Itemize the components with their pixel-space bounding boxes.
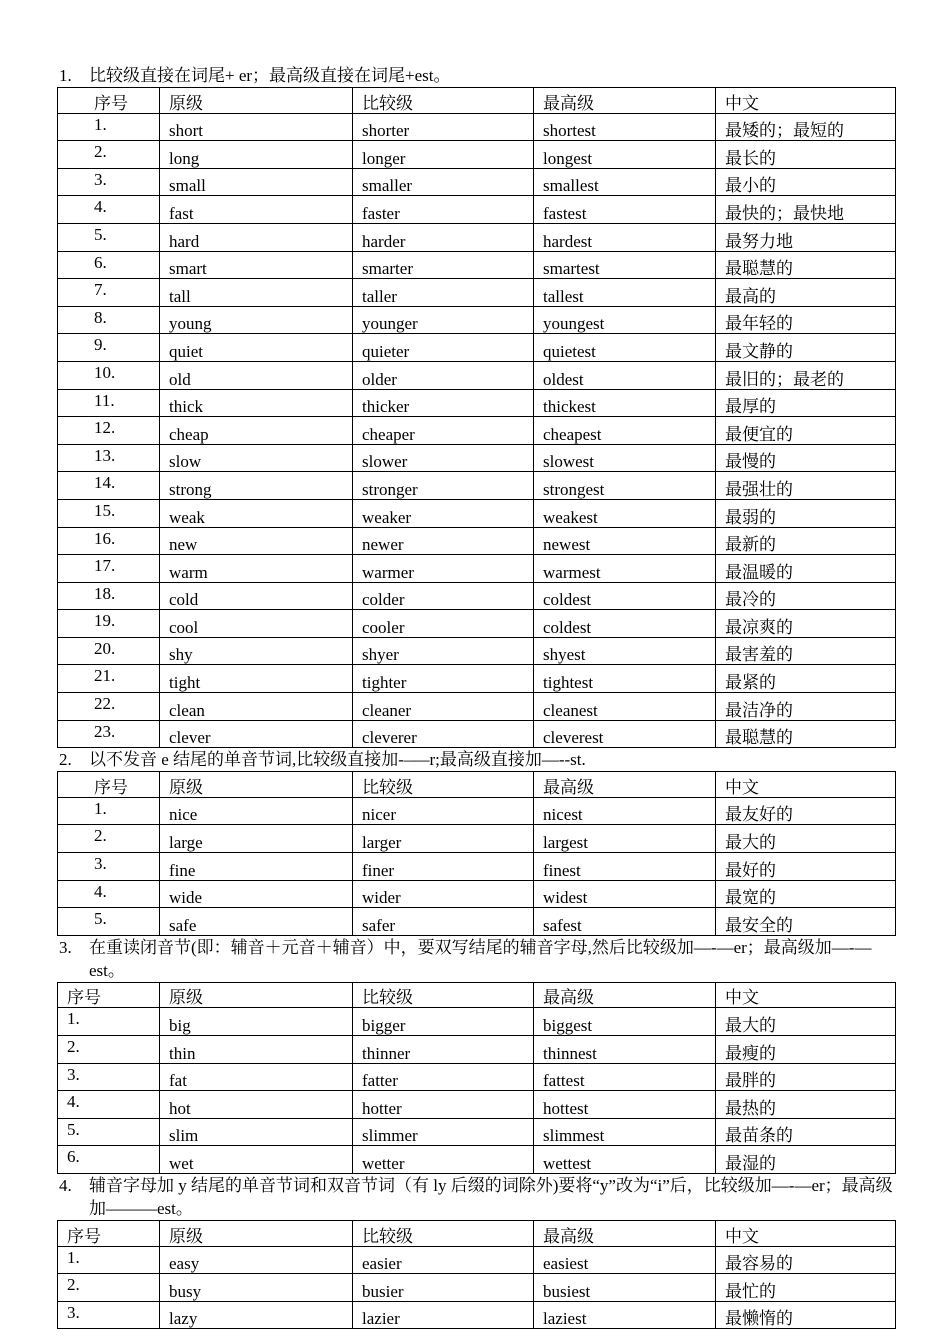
cell-chinese: 最湿的 [716, 1146, 896, 1174]
table-row [58, 168, 896, 196]
cell-positive: fat [160, 1063, 353, 1091]
cell-superlative: newest [534, 527, 716, 555]
cell-superlative: thinnest [534, 1036, 716, 1064]
table-row [58, 251, 896, 279]
cell-chinese: 最文静的 [716, 334, 896, 362]
table-row [58, 1301, 896, 1329]
cell-chinese: 最友好的 [716, 797, 896, 825]
cell-chinese: 最聪慧的 [716, 251, 896, 279]
cell-chinese: 最害羞的 [716, 637, 896, 665]
table-row [58, 113, 896, 141]
cell-comparative: newer [353, 527, 534, 555]
comparison-table-1 [57, 87, 896, 748]
cell-positive: thin [160, 1036, 353, 1064]
section-heading-text: 比较级直接在词尾+ er；最高级直接在词尾+est。 [89, 66, 451, 85]
cell-superlative: weakest [534, 499, 716, 527]
cell-positive: small [160, 168, 353, 196]
cell-index: 1. [58, 797, 160, 825]
cell-positive: smart [160, 251, 353, 279]
column-header: 中文 [716, 1220, 896, 1246]
cell-index: 15. [58, 499, 160, 527]
cell-chinese: 最好的 [716, 853, 896, 881]
cell-comparative: taller [353, 279, 534, 307]
column-header: 序号 [58, 982, 160, 1008]
cell-chinese: 最苗条的 [716, 1118, 896, 1146]
cell-positive: easy [160, 1246, 353, 1274]
cell-index: 6. [58, 251, 160, 279]
column-header: 序号 [58, 772, 160, 798]
cell-chinese: 最聪慧的 [716, 720, 896, 748]
cell-index: 22. [58, 693, 160, 721]
cell-superlative: oldest [534, 361, 716, 389]
cell-superlative: tightest [534, 665, 716, 693]
section-heading-text: 以不发音 e 结尾的单音节词,比较级直接加-–—r;最高级直接加—--st. [89, 750, 586, 770]
cell-comparative: warmer [353, 555, 534, 583]
cell-index: 17. [58, 555, 160, 583]
cell-index: 7. [58, 279, 160, 307]
cell-superlative: biggest [534, 1008, 716, 1036]
cell-index: 11. [58, 389, 160, 417]
cell-chinese: 最宽的 [716, 880, 896, 908]
cell-chinese: 最慢的 [716, 444, 896, 472]
cell-comparative: quieter [353, 334, 534, 362]
cell-comparative: lazier [353, 1301, 534, 1329]
table-row [58, 1036, 896, 1064]
cell-positive: safe [160, 908, 353, 936]
cell-index: 12. [58, 417, 160, 445]
cell-chinese: 最弱的 [716, 499, 896, 527]
cell-positive: wet [160, 1146, 353, 1174]
cell-positive: thick [160, 389, 353, 417]
cell-index: 1. [58, 1246, 160, 1274]
cell-comparative: colder [353, 582, 534, 610]
cell-superlative: fastest [534, 196, 716, 224]
cell-chinese: 最新的 [716, 527, 896, 555]
table-row [58, 853, 896, 881]
cell-comparative: smarter [353, 251, 534, 279]
cell-superlative: shortest [534, 113, 716, 141]
table-row [58, 306, 896, 334]
cell-chinese: 最小的 [716, 168, 896, 196]
cell-positive: fast [160, 196, 353, 224]
cell-chinese: 最忙的 [716, 1274, 896, 1302]
cell-superlative: widest [534, 880, 716, 908]
cell-superlative: slimmest [534, 1118, 716, 1146]
cell-index: 18. [58, 582, 160, 610]
cell-chinese: 最大的 [716, 1008, 896, 1036]
cell-comparative: faster [353, 196, 534, 224]
cell-comparative: weaker [353, 499, 534, 527]
section-number: 3. [59, 937, 72, 957]
cell-comparative: wetter [353, 1146, 534, 1174]
cell-comparative: slimmer [353, 1118, 534, 1146]
cell-index: 3. [58, 853, 160, 881]
cell-chinese: 最长的 [716, 141, 896, 169]
cell-superlative: wettest [534, 1146, 716, 1174]
cell-positive: cheap [160, 417, 353, 445]
table-header-row [58, 1220, 896, 1246]
column-header: 序号 [58, 88, 160, 114]
cell-positive: strong [160, 472, 353, 500]
cell-superlative: coldest [534, 582, 716, 610]
cell-chinese: 最温暖的 [716, 555, 896, 583]
cell-superlative: cleanest [534, 693, 716, 721]
cell-comparative: busier [353, 1274, 534, 1302]
table-row [58, 472, 896, 500]
table-row [58, 499, 896, 527]
cell-chinese: 最快的；最快地 [716, 196, 896, 224]
table-row [58, 196, 896, 224]
cell-index: 8. [58, 306, 160, 334]
table-header-row [58, 982, 896, 1008]
cell-positive: shy [160, 637, 353, 665]
table-row [58, 797, 896, 825]
cell-superlative: busiest [534, 1274, 716, 1302]
table-row [58, 825, 896, 853]
cell-superlative: tallest [534, 279, 716, 307]
cell-positive: cold [160, 582, 353, 610]
table-row [58, 637, 896, 665]
cell-index: 5. [58, 1118, 160, 1146]
cell-chinese: 最凉爽的 [716, 610, 896, 638]
cell-positive: nice [160, 797, 353, 825]
column-header: 比较级 [353, 772, 534, 798]
section-heading-1 [57, 64, 895, 87]
column-header: 最高级 [534, 982, 716, 1008]
cell-positive: slow [160, 444, 353, 472]
cell-positive: warm [160, 555, 353, 583]
table-row [58, 555, 896, 583]
cell-superlative: laziest [534, 1301, 716, 1329]
cell-comparative: larger [353, 825, 534, 853]
column-header: 原级 [160, 1220, 353, 1246]
cell-index: 2. [58, 1274, 160, 1302]
table-row [58, 1063, 896, 1091]
cell-positive: busy [160, 1274, 353, 1302]
cell-superlative: safest [534, 908, 716, 936]
cell-comparative: cheaper [353, 417, 534, 445]
cell-index: 6. [58, 1146, 160, 1174]
table-row [58, 1008, 896, 1036]
table-row [58, 1274, 896, 1302]
cell-positive: hot [160, 1091, 353, 1119]
cell-comparative: safer [353, 908, 534, 936]
cell-superlative: strongest [534, 472, 716, 500]
cell-superlative: coldest [534, 610, 716, 638]
cell-positive: hard [160, 223, 353, 251]
cell-comparative: smaller [353, 168, 534, 196]
column-header: 原级 [160, 88, 353, 114]
cell-superlative: nicest [534, 797, 716, 825]
table-row [58, 1091, 896, 1119]
cell-chinese: 最强壮的 [716, 472, 896, 500]
section-number: 1. [59, 66, 72, 85]
cell-comparative: cleverer [353, 720, 534, 748]
cell-positive: clean [160, 693, 353, 721]
document-body [57, 64, 895, 1329]
cell-index: 16. [58, 527, 160, 555]
cell-superlative: fattest [534, 1063, 716, 1091]
cell-positive: long [160, 141, 353, 169]
cell-positive: short [160, 113, 353, 141]
cell-comparative: cooler [353, 610, 534, 638]
cell-superlative: longest [534, 141, 716, 169]
cell-index: 13. [58, 444, 160, 472]
cell-chinese: 最懒惰的 [716, 1301, 896, 1329]
table-row [58, 665, 896, 693]
cell-positive: clever [160, 720, 353, 748]
cell-comparative: fatter [353, 1063, 534, 1091]
cell-positive: cool [160, 610, 353, 638]
cell-index: 5. [58, 223, 160, 251]
section-number: 4. [59, 1175, 72, 1195]
cell-index: 10. [58, 361, 160, 389]
comparison-table-3 [57, 982, 896, 1174]
cell-chinese: 最年轻的 [716, 306, 896, 334]
cell-positive: weak [160, 499, 353, 527]
cell-chinese: 最容易的 [716, 1246, 896, 1274]
cell-comparative: bigger [353, 1008, 534, 1036]
cell-index: 19. [58, 610, 160, 638]
table-row [58, 720, 896, 748]
cell-index: 23. [58, 720, 160, 748]
cell-comparative: shorter [353, 113, 534, 141]
cell-chinese: 最胖的 [716, 1063, 896, 1091]
cell-index: 3. [58, 168, 160, 196]
cell-positive: new [160, 527, 353, 555]
table-header-row [58, 88, 896, 114]
cell-superlative: shyest [534, 637, 716, 665]
section-heading-2 [57, 748, 895, 771]
cell-index: 3. [58, 1063, 160, 1091]
cell-positive: fine [160, 853, 353, 881]
cell-superlative: cleverest [534, 720, 716, 748]
cell-comparative: tighter [353, 665, 534, 693]
cell-chinese: 最努力地 [716, 223, 896, 251]
cell-superlative: youngest [534, 306, 716, 334]
cell-positive: large [160, 825, 353, 853]
cell-superlative: hottest [534, 1091, 716, 1119]
cell-comparative: cleaner [353, 693, 534, 721]
cell-chinese: 最洁净的 [716, 693, 896, 721]
cell-index: 4. [58, 196, 160, 224]
column-header: 最高级 [534, 88, 716, 114]
column-header: 中文 [716, 982, 896, 1008]
cell-index: 4. [58, 1091, 160, 1119]
table-row [58, 141, 896, 169]
cell-chinese: 最便宜的 [716, 417, 896, 445]
cell-superlative: thickest [534, 389, 716, 417]
section-heading-3 [57, 936, 895, 982]
cell-index: 4. [58, 880, 160, 908]
section-number: 2. [59, 750, 72, 770]
cell-comparative: wider [353, 880, 534, 908]
column-header: 比较级 [353, 1220, 534, 1246]
cell-chinese: 最矮的；最短的 [716, 113, 896, 141]
cell-index: 2. [58, 1036, 160, 1064]
table-row [58, 693, 896, 721]
table-row [58, 610, 896, 638]
cell-comparative: younger [353, 306, 534, 334]
table-row [58, 389, 896, 417]
cell-comparative: thicker [353, 389, 534, 417]
table-row [58, 223, 896, 251]
comparison-table-4 [57, 1220, 896, 1329]
cell-superlative: smallest [534, 168, 716, 196]
cell-superlative: slowest [534, 444, 716, 472]
table-row [58, 361, 896, 389]
cell-index: 1. [58, 1008, 160, 1036]
cell-positive: quiet [160, 334, 353, 362]
column-header: 中文 [716, 772, 896, 798]
cell-chinese: 最安全的 [716, 908, 896, 936]
cell-superlative: smartest [534, 251, 716, 279]
cell-chinese: 最紧的 [716, 665, 896, 693]
section-heading-4 [57, 1174, 895, 1220]
table-row [58, 1146, 896, 1174]
cell-positive: old [160, 361, 353, 389]
comparison-table-2 [57, 771, 896, 936]
table-row [58, 908, 896, 936]
cell-index: 5. [58, 908, 160, 936]
cell-comparative: stronger [353, 472, 534, 500]
cell-superlative: finest [534, 853, 716, 881]
cell-comparative: finer [353, 853, 534, 881]
cell-comparative: older [353, 361, 534, 389]
cell-index: 21. [58, 665, 160, 693]
cell-superlative: warmest [534, 555, 716, 583]
table-row [58, 527, 896, 555]
column-header: 比较级 [353, 982, 534, 1008]
column-header: 序号 [58, 1220, 160, 1246]
cell-positive: big [160, 1008, 353, 1036]
table-row [58, 444, 896, 472]
cell-chinese: 最大的 [716, 825, 896, 853]
cell-superlative: easiest [534, 1246, 716, 1274]
table-row [58, 279, 896, 307]
cell-chinese: 最高的 [716, 279, 896, 307]
cell-index: 2. [58, 825, 160, 853]
cell-superlative: hardest [534, 223, 716, 251]
section-heading-text: 辅音字母加 y 结尾的单音节词和双音节词（有 ly 后缀的词除外)要将“y”改为“i”后，比较级加—-—er；最高级加———est。 [89, 1175, 893, 1218]
cell-index: 1. [58, 113, 160, 141]
table-row [58, 417, 896, 445]
column-header: 最高级 [534, 772, 716, 798]
cell-superlative: quietest [534, 334, 716, 362]
cell-index: 9. [58, 334, 160, 362]
table-row [58, 1246, 896, 1274]
table-header-row [58, 772, 896, 798]
cell-positive: lazy [160, 1301, 353, 1329]
cell-positive: wide [160, 880, 353, 908]
cell-comparative: longer [353, 141, 534, 169]
cell-superlative: largest [534, 825, 716, 853]
cell-comparative: hotter [353, 1091, 534, 1119]
table-row [58, 582, 896, 610]
table-row [58, 880, 896, 908]
cell-comparative: thinner [353, 1036, 534, 1064]
cell-comparative: shyer [353, 637, 534, 665]
cell-comparative: nicer [353, 797, 534, 825]
cell-positive: tight [160, 665, 353, 693]
cell-positive: young [160, 306, 353, 334]
column-header: 原级 [160, 982, 353, 1008]
cell-comparative: slower [353, 444, 534, 472]
cell-positive: tall [160, 279, 353, 307]
cell-index: 20. [58, 637, 160, 665]
cell-chinese: 最瘦的 [716, 1036, 896, 1064]
cell-index: 14. [58, 472, 160, 500]
cell-comparative: easier [353, 1246, 534, 1274]
column-header: 最高级 [534, 1220, 716, 1246]
cell-index: 3. [58, 1301, 160, 1329]
column-header: 中文 [716, 88, 896, 114]
cell-index: 2. [58, 141, 160, 169]
cell-chinese: 最厚的 [716, 389, 896, 417]
column-header: 原级 [160, 772, 353, 798]
cell-chinese: 最旧的；最老的 [716, 361, 896, 389]
table-row [58, 1118, 896, 1146]
cell-chinese: 最热的 [716, 1091, 896, 1119]
section-heading-text: 在重读闭音节(即：辅音＋元音＋辅音）中，要双写结尾的辅音字母,然后比较级加—-—er；最高级加—-—est。 [89, 937, 872, 980]
cell-chinese: 最冷的 [716, 582, 896, 610]
column-header: 比较级 [353, 88, 534, 114]
cell-comparative: harder [353, 223, 534, 251]
cell-positive: slim [160, 1118, 353, 1146]
table-row [58, 334, 896, 362]
cell-superlative: cheapest [534, 417, 716, 445]
